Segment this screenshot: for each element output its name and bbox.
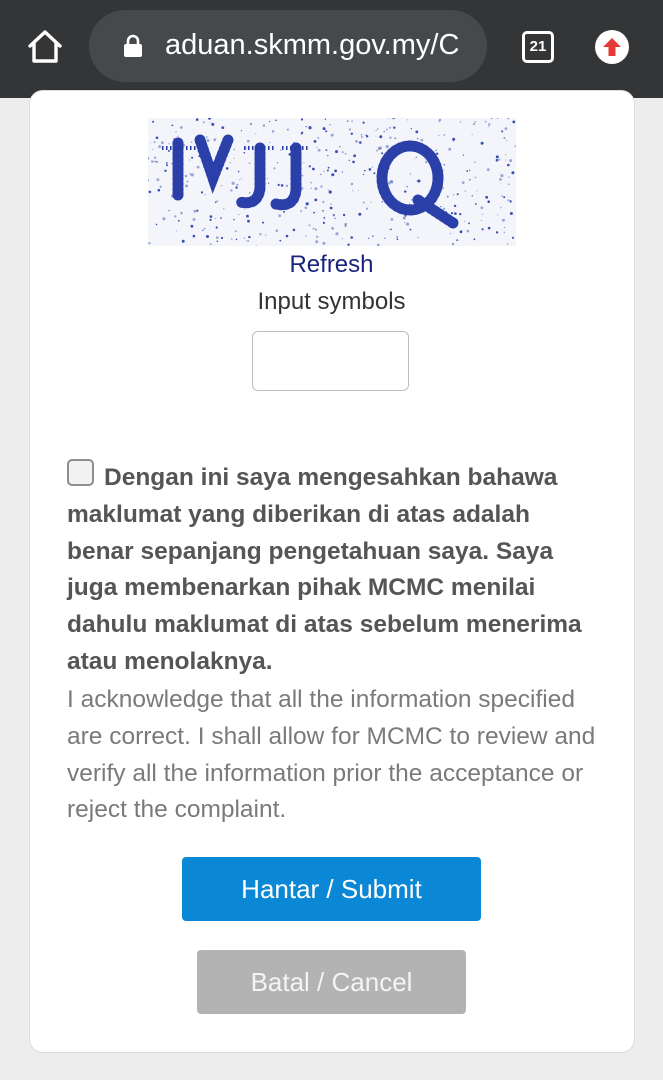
url-bar[interactable] (89, 10, 487, 82)
home-icon[interactable] (22, 24, 68, 70)
captcha-refresh-link[interactable]: Refresh (289, 251, 374, 278)
url-text: aduan.skmm.gov.my/C (165, 29, 460, 61)
submit-button[interactable]: Hantar / Submit (182, 857, 481, 921)
consent-malay-text: Dengan ini saya mengesahkan bahawa maklumat yang diberikan di atas adalah benar sepanjang pengetahuan saya. Saya juga membenarkan pihak MCMC menilai dahulu maklumat di atas sebelum menerima atau menolaknya. (67, 464, 582, 675)
browser-toolbar (0, 0, 663, 98)
captcha-input-label: Input symbols (257, 288, 406, 315)
update-icon[interactable] (595, 30, 629, 64)
tab-switcher-icon[interactable]: 21 (522, 31, 554, 63)
consent-english-text: I acknowledge that all the information specified are correct. I shall allow for MCMC to review and verify all the information prior the acceptance or reject the complaint. (67, 686, 596, 824)
cancel-button[interactable]: Batal / Cancel (197, 950, 466, 1014)
captcha-input[interactable] (252, 331, 409, 391)
captcha-image (148, 118, 516, 246)
lock-icon (123, 34, 143, 58)
